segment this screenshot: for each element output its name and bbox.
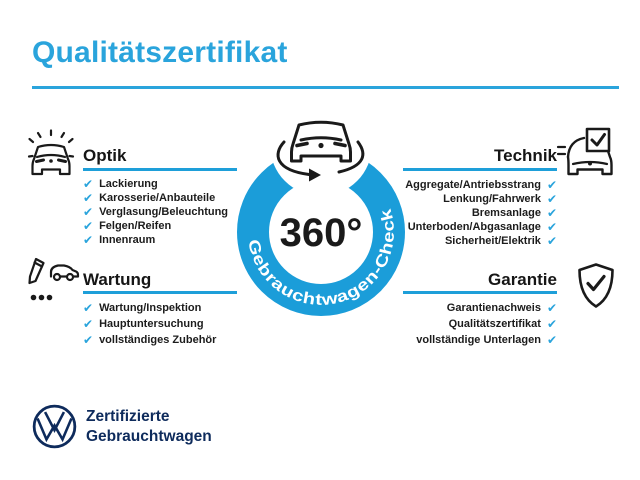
- section-title-wartung: Wartung: [83, 270, 152, 289]
- 360-check-badge: [221, 98, 421, 323]
- checklist-item-label: Hauptuntersuchung: [99, 318, 204, 330]
- checklist-item-label: Bremsanlage: [471, 207, 541, 219]
- section-divider-technik: [403, 168, 557, 171]
- page-title: Qualitätszertifikat: [32, 36, 288, 69]
- checklist-item: [83, 191, 228, 205]
- checklist-item-label: Innenraum: [99, 234, 156, 246]
- check-icon: ✔: [546, 220, 557, 234]
- badge-ring-label-text: Gebrauchtwagen-Check: [244, 209, 399, 310]
- section-divider-garantie: [403, 291, 557, 294]
- checklist-item-label: Sicherheit/Elektrik: [444, 235, 541, 247]
- checklist-item: [416, 316, 557, 332]
- checklist-item: [405, 234, 557, 248]
- checklist-item: [83, 300, 216, 316]
- brand-text: [86, 407, 212, 447]
- service-log-icon: [27, 257, 80, 303]
- vw-logo: [32, 404, 77, 449]
- section-divider-wartung: [83, 291, 237, 294]
- check-icon: ✔: [83, 191, 94, 205]
- check-icon: ✔: [83, 301, 94, 315]
- section-title-garantie: Garantie: [488, 270, 557, 289]
- checklist-item-label: Qualitätszertifikat: [448, 318, 541, 330]
- checklist-item-label: Lenkung/Fahrwerk: [443, 193, 541, 205]
- checklist-item-label: Wartung/Inspektion: [99, 302, 202, 314]
- checklist-item: [83, 332, 216, 348]
- section-title-technik: Technik: [494, 146, 557, 165]
- check-icon: ✔: [83, 177, 94, 191]
- check-icon: ✔: [546, 333, 557, 347]
- checklist-item: [83, 233, 228, 247]
- shield-check-icon: [574, 262, 618, 312]
- check-icon: ✔: [83, 333, 94, 347]
- checklist-item: [83, 177, 228, 191]
- check-icon: ✔: [546, 234, 557, 248]
- checklist-item: [405, 178, 557, 192]
- checklist-item-label: Garantienachweis: [446, 302, 541, 314]
- checklist-garantie: [416, 300, 557, 348]
- check-icon: ✔: [83, 219, 94, 233]
- check-icon: ✔: [546, 178, 557, 192]
- check-icon: ✔: [546, 192, 557, 206]
- check-icon: ✔: [83, 205, 94, 219]
- check-icon: ✔: [546, 301, 557, 315]
- checklist-item: [405, 206, 557, 220]
- title-divider: [32, 86, 619, 89]
- section-divider-optik: [83, 168, 237, 171]
- checklist-item: [416, 332, 557, 348]
- brand-line-2: Gebrauchtwagen: [86, 428, 212, 445]
- checklist-item: [83, 205, 228, 219]
- checklist-item-label: vollständiges Zubehör: [99, 334, 217, 346]
- checklist-item: [416, 300, 557, 316]
- checklist-item: [83, 219, 228, 233]
- section-title-optik: Optik: [83, 146, 127, 165]
- checklist-item-label: Felgen/Reifen: [99, 220, 172, 232]
- check-icon: ✔: [546, 206, 557, 220]
- checklist-item-label: Verglasung/Beleuchtung: [99, 206, 229, 218]
- checklist-item: [83, 316, 216, 332]
- checklist-item: [405, 192, 557, 206]
- checklist-wartung: [83, 300, 216, 348]
- car-shine-icon: [26, 128, 76, 182]
- checklist-item-label: Unterboden/Abgasanlage: [407, 221, 541, 233]
- checklist-item-label: vollständige Unterlagen: [416, 334, 541, 346]
- badge-value: 360°: [279, 211, 363, 255]
- checklist-optik: [83, 177, 228, 247]
- check-icon: ✔: [546, 317, 557, 331]
- checklist-item-label: Karosserie/Anbauteile: [99, 192, 216, 204]
- checklist-item-label: Lackierung: [99, 178, 158, 190]
- brand-line-1: Zertifizierte: [86, 408, 170, 425]
- check-icon: ✔: [83, 317, 94, 331]
- check-icon: ✔: [83, 233, 94, 247]
- car-checkbox-icon: [556, 127, 616, 185]
- checklist-item: [405, 220, 557, 234]
- 360-badge-graphic: [221, 98, 421, 323]
- checklist-item-label: Aggregate/Antriebsstrang: [405, 179, 541, 191]
- checklist-technik: [405, 178, 557, 248]
